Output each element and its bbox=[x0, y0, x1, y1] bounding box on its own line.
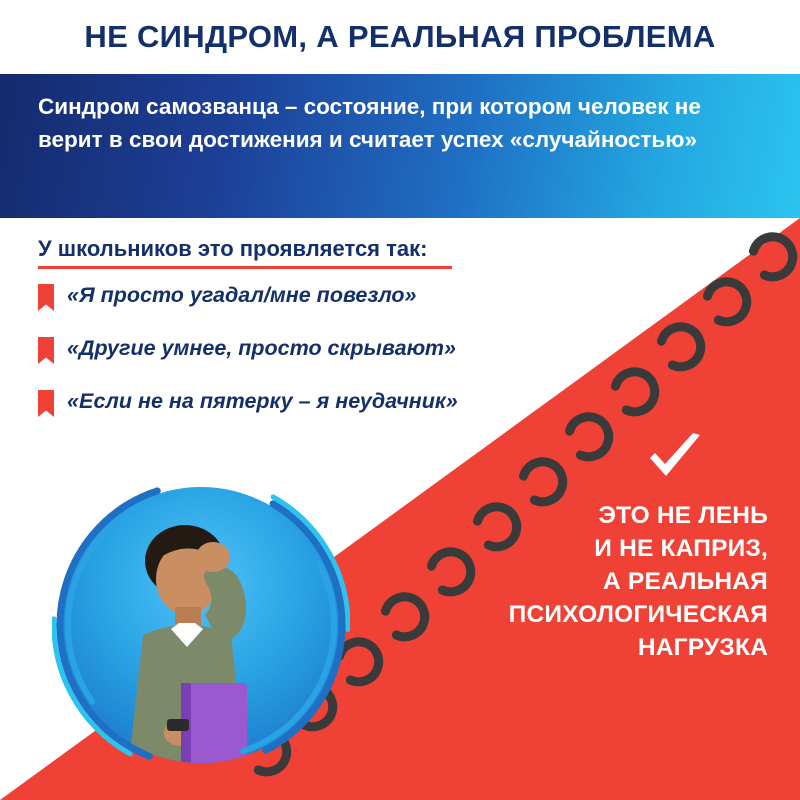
definition-band bbox=[0, 74, 800, 218]
slogan-line: А РЕАЛЬНАЯ bbox=[603, 568, 768, 595]
blue-swoosh-icon bbox=[52, 476, 350, 774]
list-item bbox=[38, 388, 458, 417]
red-flag-bullet-icon bbox=[38, 337, 54, 364]
quote-text: «Если не на пятерку – я неудачник» bbox=[67, 389, 458, 413]
content-area bbox=[0, 218, 800, 800]
red-flag-bullet-icon bbox=[38, 390, 54, 417]
slogan bbox=[438, 499, 768, 664]
slogan-line: НАГРУЗКА bbox=[637, 634, 768, 661]
list-item bbox=[38, 282, 417, 311]
student-photo bbox=[52, 476, 350, 774]
slogan-line: ПСИХОЛОГИЧЕСКАЯ bbox=[508, 601, 768, 628]
list-item bbox=[38, 335, 456, 364]
subheading-underline bbox=[38, 266, 452, 269]
page-title: НЕ СИНДРОМ, А РЕАЛЬНАЯ ПРОБЛЕМА bbox=[84, 19, 716, 54]
red-flag-bullet-icon bbox=[38, 284, 54, 311]
slogan-line: ЭТО НЕ ЛЕНЬ bbox=[598, 502, 768, 529]
quote-text: «Я просто угадал/мне повезло» bbox=[67, 283, 417, 307]
definition-text: Синдром самозванца – состояние, при котором человек не верит в свои достижения и считает успех «случайностью» bbox=[38, 94, 701, 152]
subheading: У школьников это проявляется так: bbox=[38, 236, 428, 261]
slogan-line: И НЕ КАПРИЗ, bbox=[594, 535, 768, 562]
check-icon bbox=[646, 431, 704, 485]
title-bar bbox=[0, 0, 800, 74]
quote-text: «Другие умнее, просто скрывают» bbox=[67, 336, 456, 360]
